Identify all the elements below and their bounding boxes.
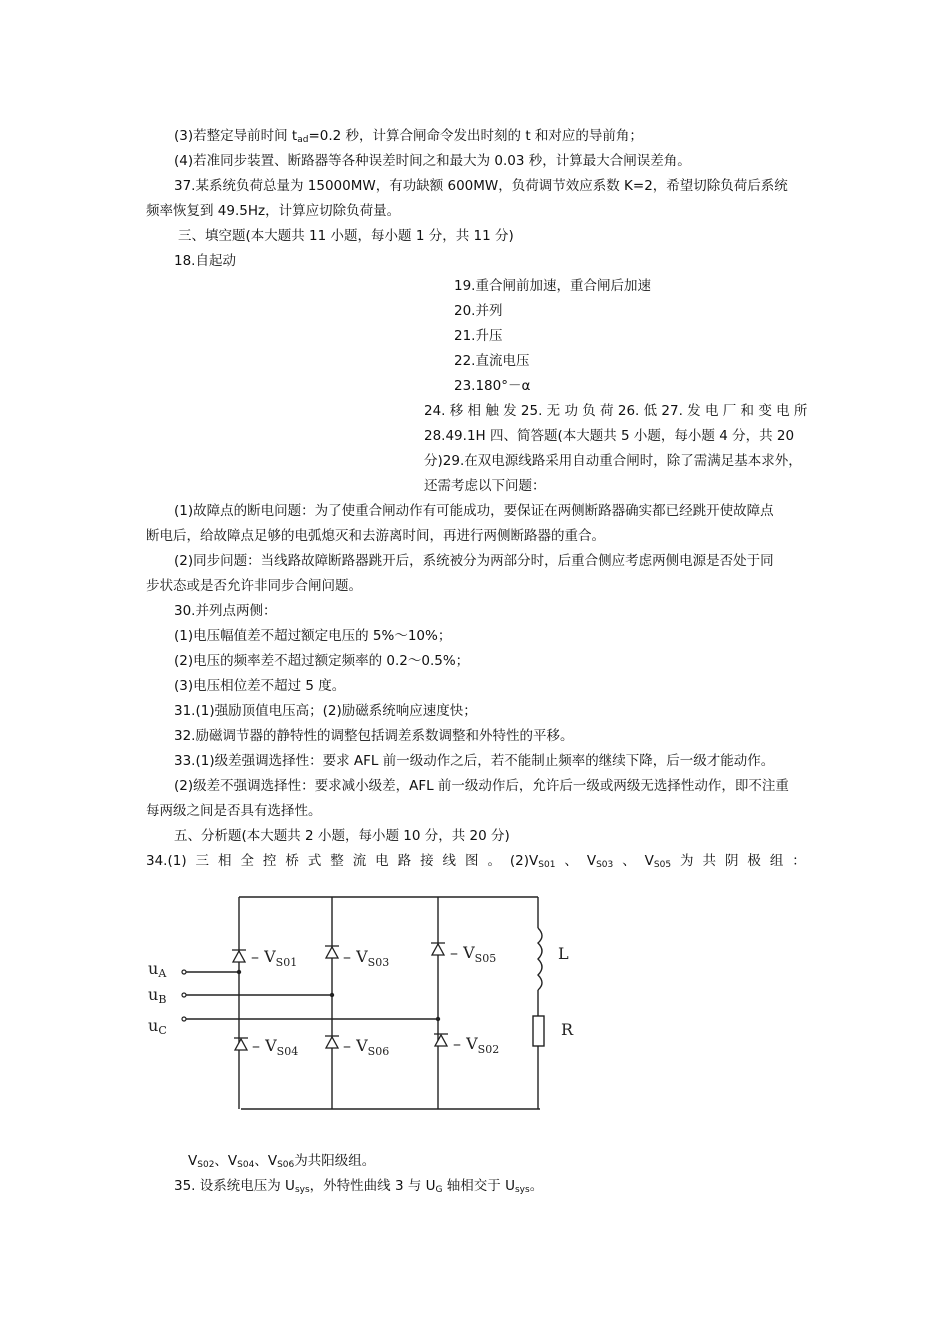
line-31: 31.(1)强励顶值电压高；(2)励磁系统响应速度快； <box>174 703 477 719</box>
label-inductor: L <box>558 944 569 963</box>
thyristor-vs02-symbol <box>434 1034 448 1046</box>
line-24-27: 24. 移 相 触 发 25. 无 功 负 荷 26. 低 27. 发 电 厂 和 变 电 所 <box>424 403 808 419</box>
line-30: 30.并列点两侧： <box>174 603 277 619</box>
label-ua: uA <box>148 959 167 980</box>
line-28: 28.49.1H 四、简答题(本大题共 5 小题，每小题 4 分，共 20 <box>424 428 795 444</box>
line-29-2: (2)同步问题：当线路故障断路器跳开后，系统被分为两部分时，后重合侧应考虑两侧电源是否处于同 <box>174 553 774 569</box>
junction-c <box>436 1017 440 1021</box>
inductor-coil <box>538 928 542 990</box>
line-22: 22.直流电压 <box>454 353 530 369</box>
line-19: 19.重合闸前加速，重合闸后加速 <box>454 278 651 294</box>
thyristor-vs04-symbol <box>234 1038 248 1050</box>
line-34: 34.(1) 三 相 全 控 桥 式 整 流 电 路 接 线 图 。 $(2)V_{S01}$ 、 $V_{S03}$ 、 $V_{S05}$ 为 共 阴 极 组 ： <box>146 853 806 870</box>
label-vs04: – $V_{S04}$ <box>252 1036 299 1058</box>
line-30-1: (1)电压幅值差不超过额定电压的 5%～10%； <box>174 628 452 644</box>
label-resistor: R <box>561 1020 574 1039</box>
thyristor-vs05-symbol <box>431 943 445 955</box>
line-30-2: (2)电压的频率差不超过额定频率的 0.2～0.5%； <box>174 653 470 669</box>
line-34-cont: $V_{S02}$、$V_{S04}$、$V_{S06}$为共阳级组。 <box>188 1153 376 1170</box>
thyristor-vs03-symbol <box>325 946 339 958</box>
line-1: (3)若整定导前时间 $t_{ad}=0.2$ 秒，计算合闸命令发出时刻的 t 和对应的导前角； <box>174 128 643 145</box>
line-2: (4)若准同步装置、断路器等各种误差时间之和最大为 0.03 秒，计算最大合闸误差角。 <box>174 153 691 169</box>
terminal-a <box>182 970 186 974</box>
terminal-c <box>182 1017 186 1021</box>
line-33-2b: 每两级之间是否具有选择性。 <box>146 803 322 819</box>
line-29-1b: 断电后，给故障点足够的电弧熄灭和去游离时间，再进行两侧断路器的重合。 <box>146 528 605 544</box>
line-18: 18.自起动 <box>174 253 236 269</box>
line-33-2: (2)级差不强调选择性：要求减小级差，AFL 前一级动作后，允许后一级或两级无选择性动作，即不注重 <box>174 778 789 794</box>
line-21: 21.升压 <box>454 328 503 344</box>
line-3: 37.某系统负荷总量为 15000MW，有功缺额 600MW，负荷调节效应系数 K=2，希望切除负荷后系统 <box>174 178 788 194</box>
thyristor-vs01-symbol <box>232 950 246 962</box>
label-uc: uC <box>148 1016 167 1037</box>
label-vs02: – $V_{S02}$ <box>453 1034 500 1056</box>
line-35: 35. 设系统电压为 $U_{sys}$，外特性曲线 3 与 $U_G$ 轴相交于 $U_{sys}$。 <box>174 1178 544 1195</box>
label-ub: uB <box>148 985 167 1006</box>
junction-b <box>330 993 334 997</box>
line-29-1: (1)故障点的断电问题：为了使重合闸动作有可能成功，要保证在两侧断路器确实都已经跳开使故障点 <box>174 503 774 519</box>
section-heading-5: 五、分析题(本大题共 2 小题，每小题 10 分，共 20 分) <box>174 828 510 844</box>
bridge-rectifier-diagram <box>140 884 600 1124</box>
label-vs01: – $V_{S01}$ <box>251 947 298 969</box>
line-29: 分)29.在双电源线路采用自动重合闸时，除了需满足基本求外， <box>424 453 802 469</box>
label-vs06: – $V_{S06}$ <box>343 1036 390 1058</box>
terminal-b <box>182 993 186 997</box>
label-vs05: – $V_{S05}$ <box>450 943 497 965</box>
line-20: 20.并列 <box>454 303 503 319</box>
line-23: 23.180°－α <box>454 378 531 394</box>
resistor-box <box>533 1016 544 1046</box>
line-33-1: 33.(1)级差强调选择性：要求 AFL 前一级动作之后，若不能制止频率的继续下降，后一级才能动作。 <box>174 753 775 769</box>
junction-a <box>237 970 241 974</box>
thyristor-vs06-symbol <box>325 1036 339 1048</box>
section-heading-3: 三、填空题(本大题共 11 小题，每小题 1 分，共 11 分) <box>178 228 514 244</box>
line-32: 32.励磁调节器的静特性的调整包括调差系数调整和外特性的平移。 <box>174 728 574 744</box>
label-vs03: – $V_{S03}$ <box>343 947 390 969</box>
line-29b: 还需考虑以下问题： <box>424 478 546 494</box>
line-4: 频率恢复到 49.5Hz，计算应切除负荷量。 <box>146 203 401 219</box>
line-30-3: (3)电压相位差不超过 5 度。 <box>174 678 346 694</box>
line-29-2b: 步状态或是否允许非同步合闸问题。 <box>146 578 362 594</box>
